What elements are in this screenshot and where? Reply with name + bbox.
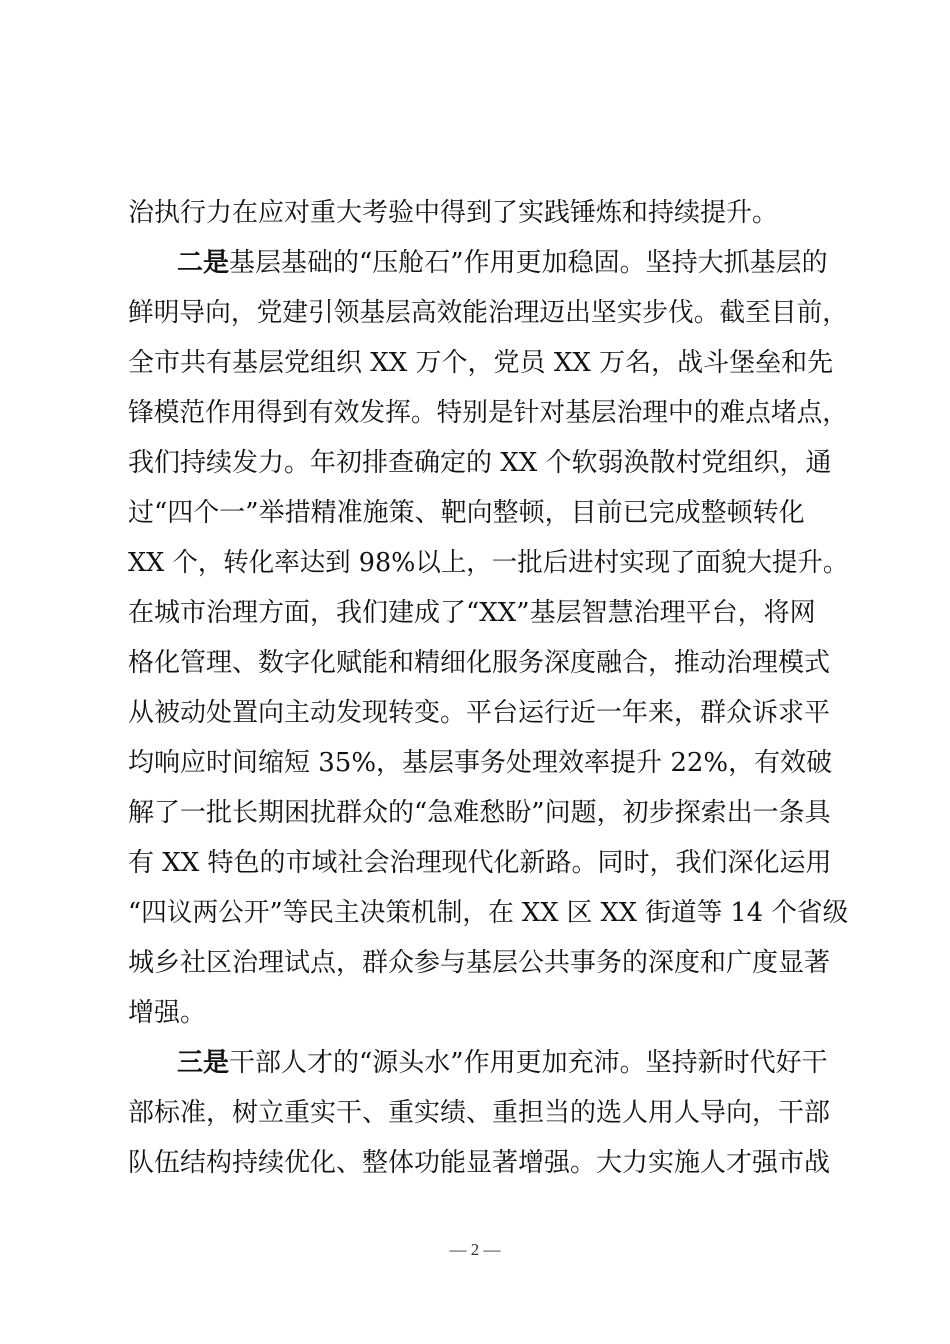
- line-text: 全市共有基层党组织 XX 万个，党员 XX 万名，战斗堡垒和先: [128, 348, 834, 378]
- text-line: [177, 238, 848, 288]
- text-line: [128, 688, 848, 738]
- line-text: 部标准，树立重实干、重实绩、重担当的选人用人导向，干部: [128, 1098, 831, 1128]
- line-text: 均响应时间缩短 35%，基层事务处理效率提升 22%，有效破: [128, 748, 833, 778]
- line-text: “四议两公开”等民主决策机制，在 XX 区 XX 街道等 14 个省级: [128, 898, 849, 928]
- line-text: 城乡社区治理试点，群众参与基层公共事务的深度和广度显著: [128, 948, 831, 978]
- line-text: 解了一批长期困扰群众的“急难愁盼”问题，初步探索出一条具: [128, 798, 831, 828]
- text-line: [128, 838, 848, 888]
- line-text: 有 XX 特色的市域社会治理现代化新路。同时，我们深化运用: [128, 848, 832, 878]
- text-line: [177, 1038, 848, 1088]
- line-text: 基层基础的“压舱石”作用更加稳固。坚持大抓基层的: [229, 248, 828, 278]
- line-text: 锋模范作用得到有效发挥。特别是针对基层治理中的难点堵点，: [128, 398, 849, 428]
- text-line: [128, 338, 848, 388]
- line-text: 增强。: [128, 998, 207, 1028]
- line-text: 鲜明导向，党建引领基层高效能治理迈出坚实步伐。截至目前，: [128, 298, 849, 328]
- line-text: 治执行力在应对重大考验中得到了实践锤炼和持续提升。: [128, 198, 779, 228]
- line-text: XX 个，转化率达到 98%以上，一批后进村实现了面貌大提升。: [128, 548, 849, 578]
- text-line: [128, 938, 848, 988]
- text-line: [128, 888, 848, 938]
- text-line: [128, 188, 848, 238]
- text-line: [128, 1138, 848, 1188]
- line-text: 在城市治理方面，我们建成了“XX”基层智慧治理平台，将网: [128, 598, 816, 628]
- line-text: 过“四个一”举措精准施策、靶向整顿，目前已完成整顿转化: [128, 498, 805, 528]
- text-line: [128, 988, 848, 1038]
- text-line: [128, 438, 848, 488]
- line-text: 干部人才的“源头水”作用更加充沛。坚持新时代好干: [229, 1048, 828, 1078]
- section-lead: 三是: [177, 1048, 230, 1078]
- text-line: [128, 1088, 848, 1138]
- text-line: [128, 288, 848, 338]
- line-text: 我们持续发力。年初排查确定的 XX 个软弱涣散村党组织，通: [128, 448, 832, 478]
- text-line: [128, 738, 848, 788]
- page-number: — 2 —: [449, 1240, 501, 1259]
- line-text: 队伍结构持续优化、整体功能显著增强。大力实施人才强市战: [128, 1148, 831, 1178]
- line-text: 从被动处置向主动发现转变。平台运行近一年来，群众诉求平: [128, 698, 831, 728]
- text-line: [128, 638, 848, 688]
- text-line: [128, 488, 848, 538]
- line-text: 格化管理、数字化赋能和精细化服务深度融合，推动治理模式: [128, 648, 831, 678]
- section-lead: 二是: [177, 248, 230, 278]
- text-line: [128, 538, 848, 588]
- text-line: [128, 588, 848, 638]
- text-line: [128, 388, 848, 438]
- text-line: [128, 788, 848, 838]
